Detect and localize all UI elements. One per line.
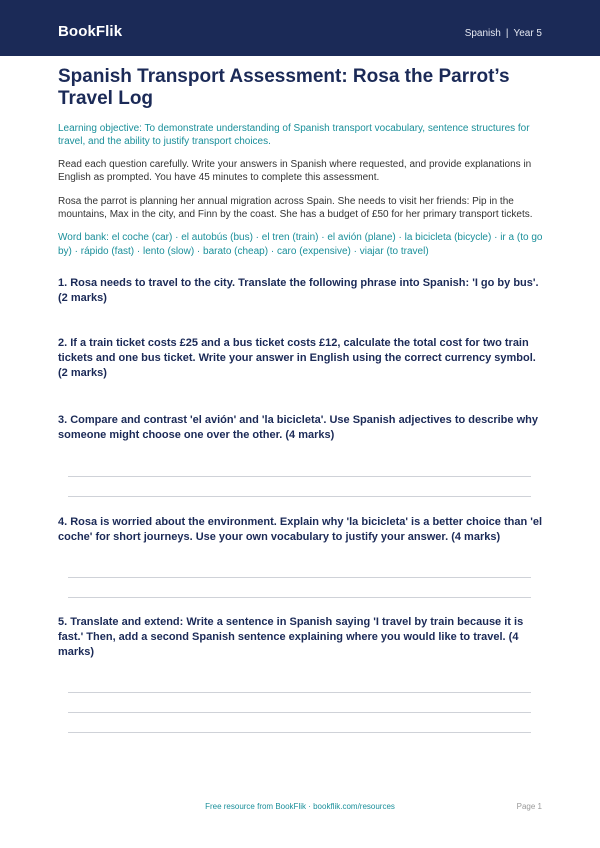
question-4: 4. Rosa is worried about the environment. Explain why 'la bicicleta' is a better choice than 'el coche' for short journeys. Use your own vocabulary to justify your answer. (4 marks) <box>58 516 543 543</box>
top-banner <box>0 0 600 56</box>
learning-objective: Learning objective: To demonstrate understanding of Spanish transport vocabulary, sentence structures for travel, and the ability to justify transport choices. <box>58 123 530 147</box>
brand-logo-text[interactable]: BookFlik <box>58 23 123 40</box>
question-2: 2. If a train ticket costs £25 and a bus ticket costs £12, calculate the total cost for two train tickets and one bus ticket. Write your answer in English using the correct currency symbol. (2 marks) <box>58 337 536 379</box>
subject-label: Spanish <box>464 28 501 39</box>
answer-line-q5-1[interactable] <box>68 692 531 693</box>
question-5: 5. Translate and extend: Write a sentence in Spanish saying 'I travel by train because it is fast.' Then, add a second Spanish sentence explaining where you would like to travel. (4 marks) <box>58 616 524 658</box>
question-3: 3. Compare and contrast 'el avión' and 'la bicicleta'. Use Spanish adjectives to describe why someone might choose one over the other. (4 marks) <box>58 414 538 441</box>
instructions-paragraph: Read each question carefully. Write your answers in Spanish where requested, and provide explanations in English as prompted. You have 45 minutes to complete this assessment. <box>58 159 532 183</box>
subject-year-label <box>465 27 542 40</box>
answer-line-q3-2[interactable] <box>68 496 531 497</box>
answer-line-q5-3[interactable] <box>68 732 531 733</box>
meta-separator: | <box>505 28 509 39</box>
answer-line-q4-2[interactable] <box>68 597 531 598</box>
question-1: 1. Rosa needs to travel to the city. Translate the following phrase into Spanish: 'I go by bus'. (2 marks) <box>58 277 539 304</box>
answer-line-q4-1[interactable] <box>68 577 531 578</box>
year-label: Year 5 <box>513 28 542 39</box>
answer-line-q3-1[interactable] <box>68 476 531 477</box>
answer-line-q5-2[interactable] <box>68 712 531 713</box>
footer-credit-link[interactable]: Free resource from BookFlik · bookflik.com/resources <box>205 802 395 811</box>
page-number: Page 1 <box>516 802 542 811</box>
scenario-paragraph: Rosa the parrot is planning her annual migration across Spain. She needs to visit her friends: Pip in the mountains, Max in the city, and Finn by the coast. She has a budget of £50 for her primary transport tickets. <box>58 196 533 220</box>
word-bank: Word bank: el coche (car) · el autobús (bus) · el tren (train) · el avión (plane) · la bicicleta (bicycle) · ir a (to go by) · rápido (fast) · lento (slow) · barato (cheap) · caro (expensive) · viajar (to travel) <box>58 232 543 257</box>
page-title: Spanish Transport Assessment: Rosa the Parrot’s Travel Log <box>58 66 510 109</box>
